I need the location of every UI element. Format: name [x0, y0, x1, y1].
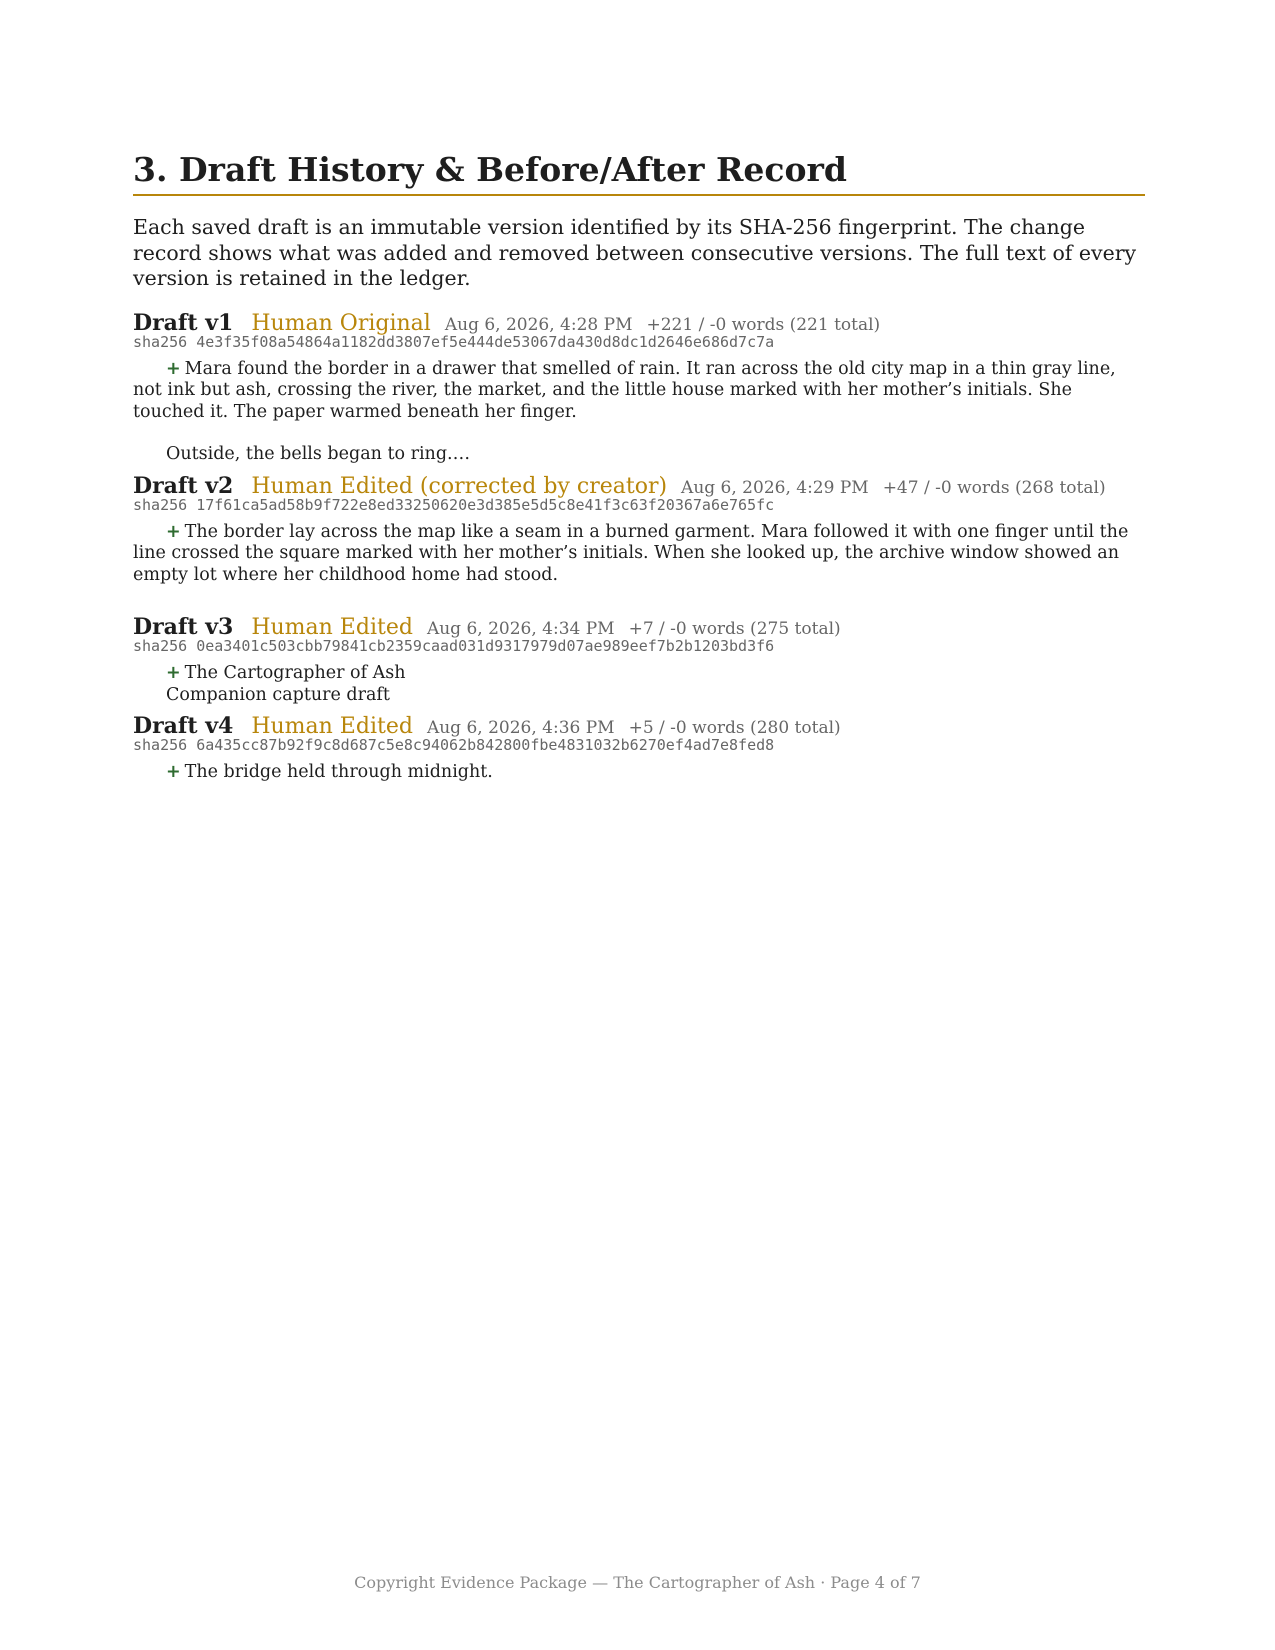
draft-entry-v4: [133, 713, 1145, 784]
draft-hash: [133, 638, 1145, 655]
hash-label: sha256: [133, 736, 188, 754]
draft-date: Aug 6, 2026, 4:29 PM: [681, 477, 869, 498]
draft-entry-v1: [133, 309, 1145, 466]
draft-date: Aug 6, 2026, 4:36 PM: [426, 718, 615, 738]
added-text: The Cartographer of Ash: [184, 663, 406, 683]
added-paragraph: [133, 359, 1145, 424]
added-paragraph: [133, 663, 1145, 685]
hash-value: 6a435cc87b92f9c8d687c5e8c94062b842800fbe4831032b6270ef4ad7e8fed8: [196, 736, 775, 754]
draft-entry-v2: [133, 472, 1145, 587]
draft-name: Draft v1: [133, 309, 234, 336]
draft-word-count: +7 / -0 words (275 total): [628, 619, 841, 639]
continued-paragraph: Outside, the bells began to ring.…: [166, 444, 471, 464]
hash-label: sha256: [133, 495, 188, 514]
added-marker: +: [166, 358, 181, 379]
draft-header: [133, 713, 1145, 739]
draft-name: Draft v3: [133, 614, 234, 640]
added-paragraph: [133, 762, 1145, 784]
added-text: The border lay across the map like a seam in a burned garment. Mara followed it with one finger until the line crossed the square marked with her mother’s initials. When she looked up, the archive window showed an empty lot where her childhood home had stood.: [133, 521, 1129, 585]
draft-status: Human Edited (corrected by creator): [251, 473, 668, 499]
draft-change-record: [133, 359, 1145, 466]
draft-word-count: +47 / -0 words (268 total): [882, 477, 1106, 498]
draft-word-count: +5 / -0 words (280 total): [628, 718, 841, 738]
draft-header: [133, 472, 1145, 499]
added-marker: +: [166, 663, 181, 683]
added-text: The bridge held through midnight.: [184, 762, 493, 782]
section-title: 3. Draft History & Before/After Record: [133, 150, 1145, 196]
added-paragraph-line-2: Companion capture draft: [166, 684, 390, 705]
draft-change-record: [133, 522, 1145, 587]
draft-entry-v3: [133, 614, 1145, 706]
hash-value: 0ea3401c503cbb79841cb2359caad031d9317979d07ae989eef7b2b1203bd3f6: [196, 637, 775, 655]
hash-label: sha256: [133, 332, 188, 351]
added-marker: +: [166, 762, 181, 782]
hash-value: 4e3f35f08a54864a1182dd3807ef5e444de53067da430d8dc1d2646e686d7c7a: [196, 332, 775, 351]
draft-change-record: [133, 762, 1145, 784]
draft-status: Human Edited: [251, 615, 413, 640]
draft-hash: [133, 334, 1145, 351]
draft-header: [133, 309, 1145, 336]
draft-hash: [133, 737, 1145, 754]
draft-date: Aug 6, 2026, 4:34 PM: [426, 619, 615, 639]
draft-header: [133, 614, 1145, 640]
added-text: Mara found the border in a drawer that smelled of rain. It ran across the old city map in a thin gray line, not ink but ash, crossing the river, the market, and the little house marked with her mother’s initials. She touched it. The paper warmed beneath her finger.: [133, 358, 1116, 422]
draft-hash: [133, 497, 1145, 514]
draft-name: Draft v2: [133, 472, 234, 499]
draft-change-record: [133, 663, 1145, 706]
section-intro: Each saved draft is an immutable version identified by its SHA-256 fingerprint. The change record shows what was added and removed between consecutive versions. The full text of every version is retained in the ledger.: [133, 215, 1137, 290]
draft-date: Aug 6, 2026, 4:28 PM: [444, 314, 633, 335]
added-marker: +: [166, 521, 181, 542]
draft-name: Draft v4: [133, 713, 234, 739]
page-content: [133, 150, 1145, 784]
hash-label: sha256: [133, 637, 188, 655]
draft-word-count: +221 / -0 words (221 total): [646, 314, 881, 335]
draft-status: Human Edited: [251, 714, 413, 739]
page-footer: Copyright Evidence Package — The Cartographer of Ash · Page 4 of 7: [354, 1573, 921, 1592]
draft-status: Human Original: [251, 310, 431, 336]
hash-value: 17f61ca5ad58b9f722e8ed33250620e3d385e5d5c8e41f3c63f20367a6e765fc: [196, 495, 775, 514]
added-paragraph: [133, 522, 1145, 587]
